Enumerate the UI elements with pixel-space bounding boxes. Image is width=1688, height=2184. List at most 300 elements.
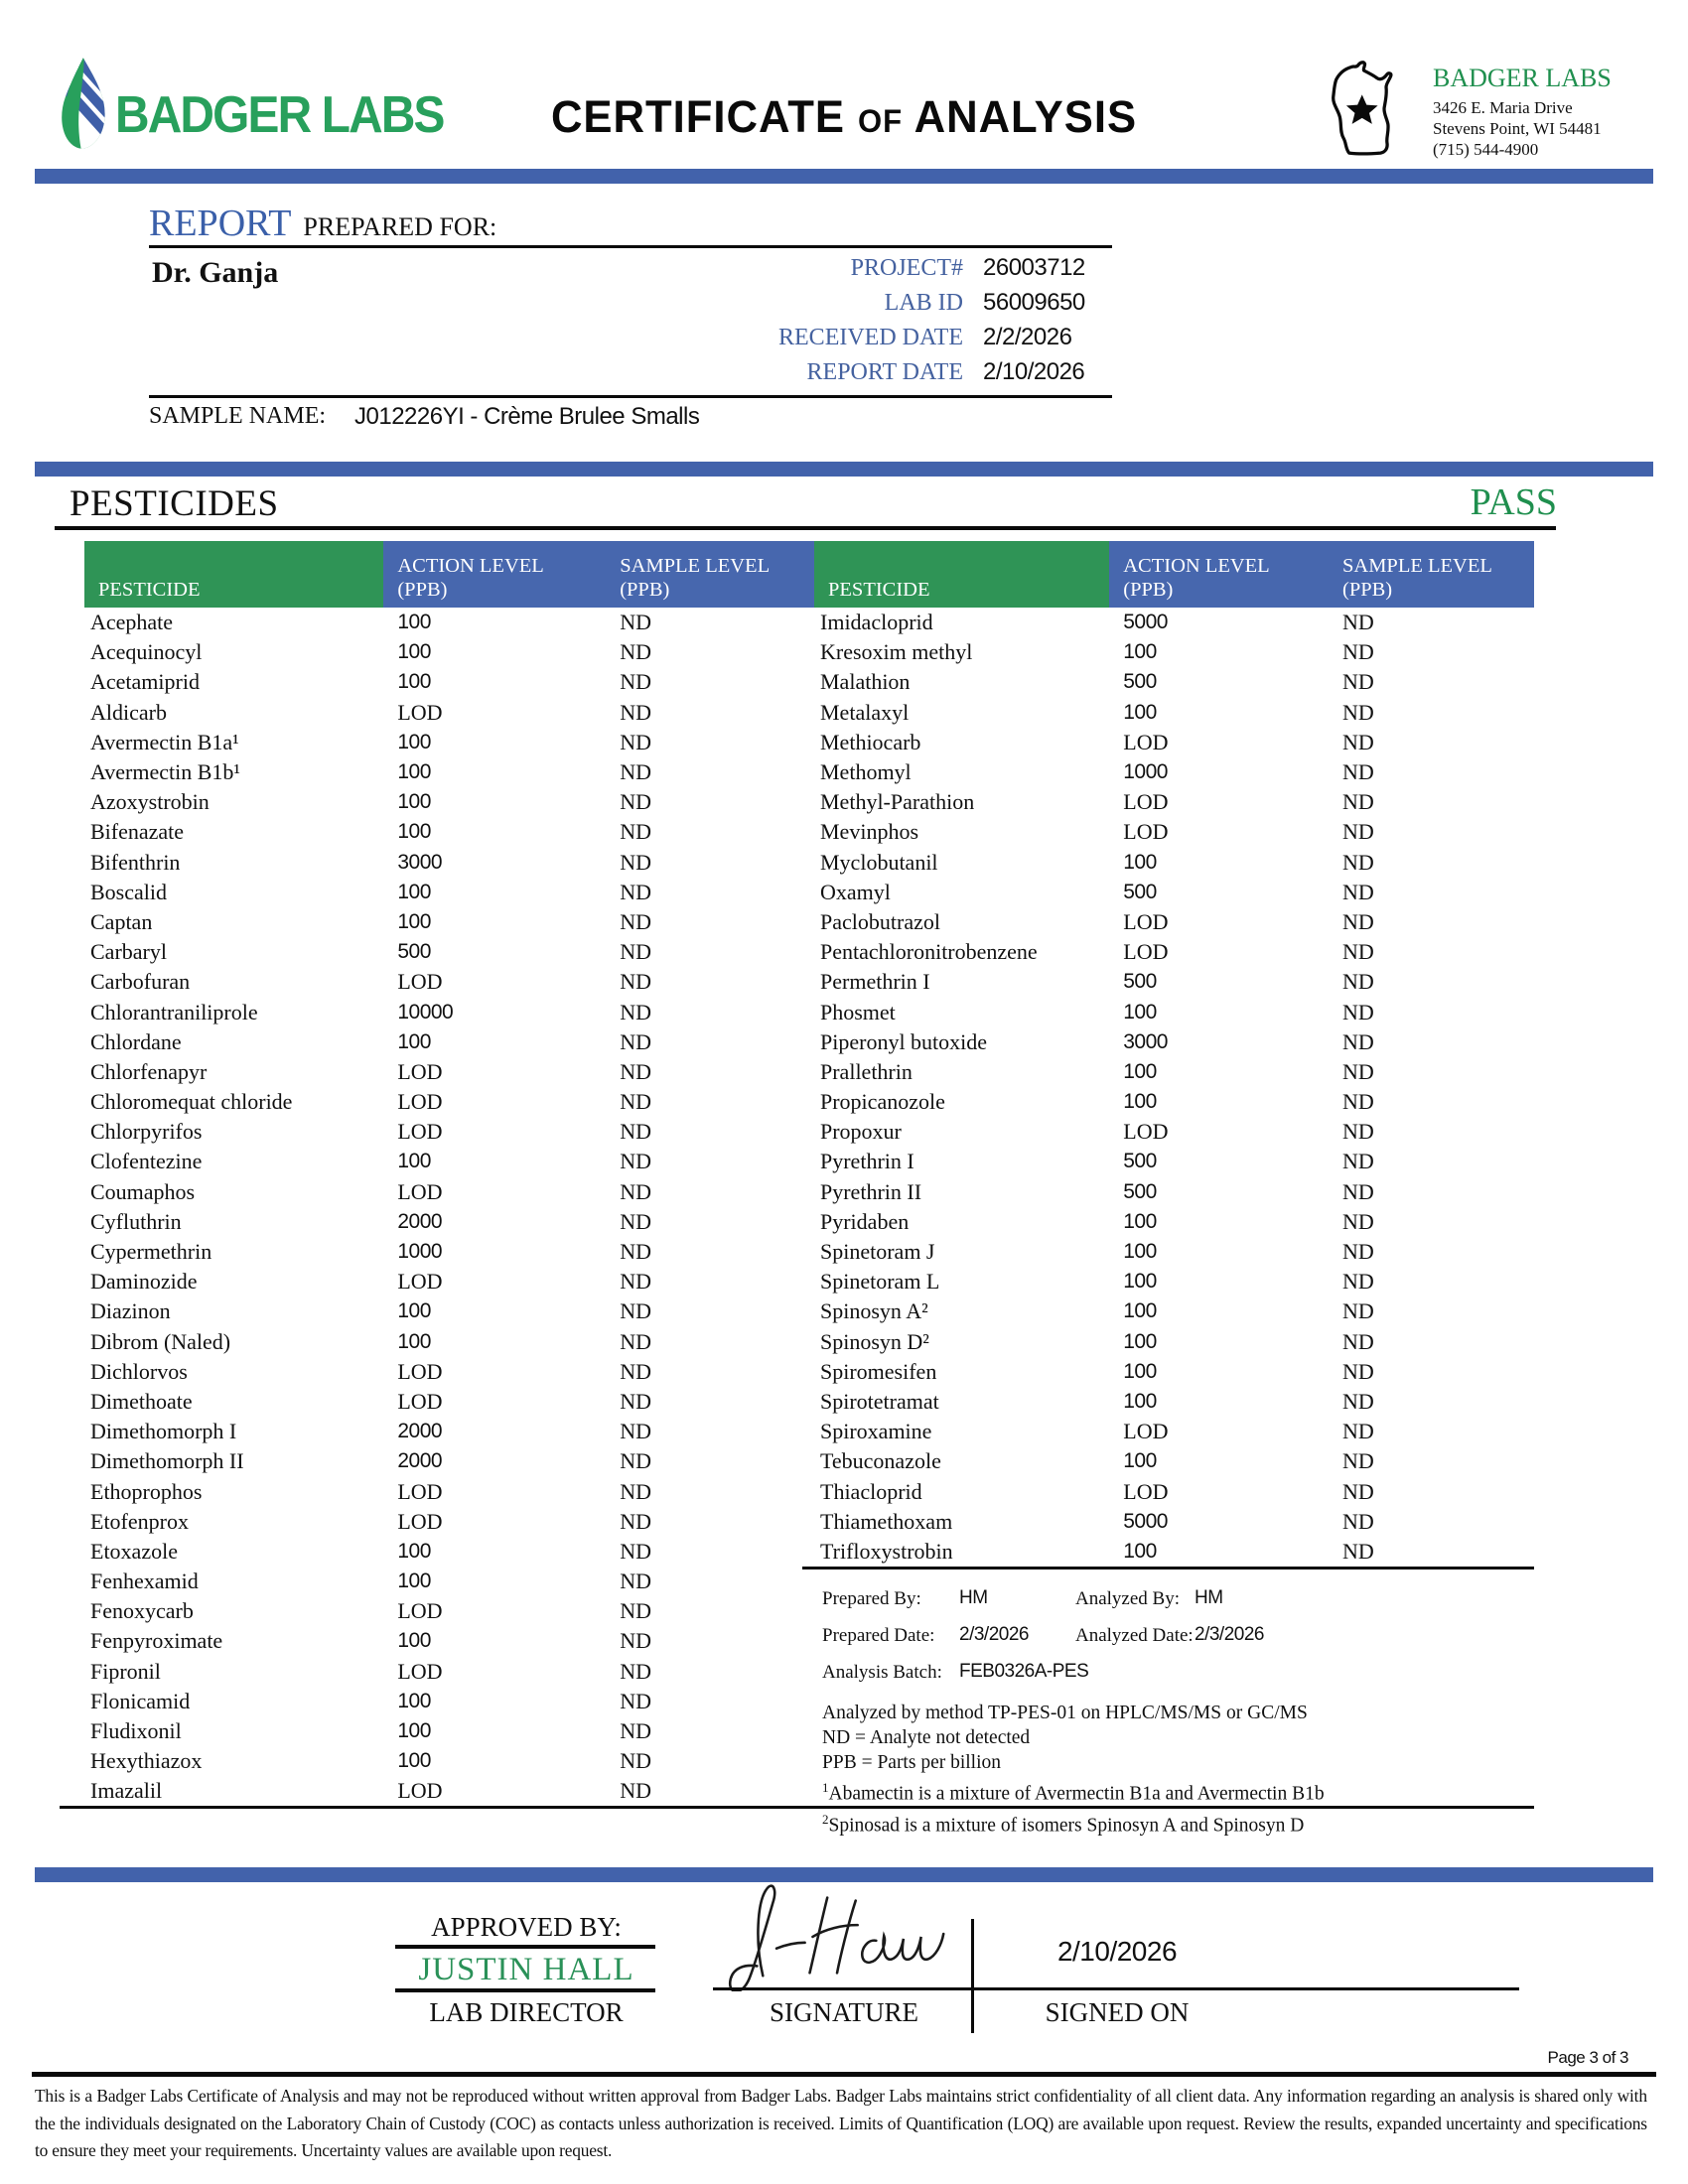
analyzed-by-value: HM	[1195, 1587, 1223, 1608]
pesticide-name: Imidacloprid	[820, 610, 933, 635]
sample-level-value: ND	[620, 1419, 651, 1444]
action-level-value: 100	[397, 790, 431, 814]
action-level-value: 100	[397, 1570, 431, 1593]
action-level-value: LOD	[1123, 908, 1169, 934]
pesticide-name: Spinetoram L	[820, 1269, 940, 1295]
prepared-analyzed-date-row	[822, 1617, 1534, 1654]
action-level-value: 100	[397, 760, 431, 784]
action-level-value: 100	[1123, 850, 1157, 874]
project-number-label: PROJECT#	[850, 255, 963, 281]
sample-level-value: ND	[620, 1569, 651, 1594]
table-row	[84, 1207, 814, 1237]
pesticide-name: Dimethomorph II	[90, 1448, 244, 1474]
sample-name-value: J012226YI - Crème Brulee Smalls	[354, 403, 700, 430]
sample-level-value: ND	[620, 789, 651, 815]
table-row	[84, 1147, 814, 1176]
approved-by-label: APPROVED BY:	[431, 1912, 622, 1942]
pesticide-name: Flonicamid	[90, 1688, 191, 1713]
pesticide-name: Carbaryl	[90, 939, 167, 965]
pesticide-name: Cypermethrin	[90, 1239, 212, 1265]
sample-level-value: ND	[620, 699, 651, 725]
sample-level-value: ND	[1342, 1058, 1374, 1084]
sample-level-value: ND	[620, 1298, 651, 1324]
sample-level-value: ND	[620, 1778, 651, 1804]
action-level-value: LOD	[397, 1658, 443, 1684]
table-row	[814, 817, 1534, 847]
sample-level-value: ND	[1342, 1028, 1374, 1054]
pesticide-name: Fipronil	[90, 1658, 161, 1684]
sample-level-value: ND	[1342, 1419, 1374, 1444]
pesticide-name: Spiromesifen	[820, 1358, 937, 1384]
column-header-action-level: ACTION LEVEL (PPB)	[383, 541, 610, 608]
sample-level-value: ND	[1342, 1178, 1374, 1204]
table-body-left	[84, 608, 814, 1807]
sample-level-value: ND	[1342, 1239, 1374, 1265]
section-divider-bar	[35, 462, 1653, 477]
sample-level-value: ND	[1342, 1478, 1374, 1504]
pesticide-name: Permethrin I	[820, 969, 930, 995]
pesticide-name: Chlordane	[90, 1028, 182, 1054]
table-row	[84, 698, 814, 728]
pesticide-name: Diazinon	[90, 1298, 171, 1324]
analyzed-date-label: Analyzed Date:	[1075, 1625, 1194, 1646]
action-level-value: LOD	[397, 1089, 443, 1115]
table-row	[84, 878, 814, 907]
table-row	[84, 1746, 814, 1776]
pesticide-name: Bifenazate	[90, 819, 185, 845]
pesticide-name: Chlorpyrifos	[90, 1119, 203, 1145]
right-table-bottom-rule	[802, 1567, 1534, 1570]
table-row	[84, 1267, 814, 1297]
table-row	[84, 1446, 814, 1476]
table-row	[814, 1507, 1534, 1537]
pesticide-name: Ethoprophos	[90, 1478, 203, 1504]
client-name: Dr. Ganja	[152, 256, 279, 289]
project-number-row	[536, 251, 1092, 286]
table-row	[84, 1237, 814, 1267]
column-header-pesticide: PESTICIDE	[814, 541, 1109, 608]
lab-address-line3: (715) 544-4900	[1433, 140, 1539, 159]
table-row	[814, 1387, 1534, 1417]
table-row	[84, 608, 814, 637]
pesticide-name: Fenpyroximate	[90, 1628, 223, 1654]
pesticide-name: Methiocarb	[820, 729, 921, 754]
header-divider-bar	[35, 169, 1653, 184]
pesticide-name: Oxamyl	[820, 879, 891, 904]
action-level-value: 100	[1123, 1359, 1157, 1383]
report-word: REPORT	[149, 203, 292, 244]
sample-level-value: ND	[1342, 1358, 1374, 1384]
sample-level-value: ND	[620, 969, 651, 995]
action-level-value: 100	[1123, 1209, 1157, 1233]
sample-level-value: ND	[620, 1269, 651, 1295]
pesticide-name: Mevinphos	[820, 819, 918, 845]
pesticide-name: Propoxur	[820, 1119, 902, 1145]
table-row	[814, 1117, 1534, 1147]
table-row	[814, 1357, 1534, 1387]
sample-level-value: ND	[1342, 849, 1374, 875]
analysis-notes	[822, 1580, 1534, 1838]
report-date-row	[536, 355, 1092, 390]
analyzed-by-label: Analyzed By:	[1075, 1588, 1181, 1609]
action-level-value: LOD	[397, 1778, 443, 1804]
pesticide-name: Spinosyn D²	[820, 1328, 929, 1354]
sample-level-value: ND	[620, 1478, 651, 1504]
action-level-value: 1000	[397, 1240, 443, 1264]
pesticide-name: Carbofuran	[90, 969, 191, 995]
pesticide-name: Captan	[90, 908, 153, 934]
pesticide-name: Coumaphos	[90, 1178, 196, 1204]
prepared-for-label: PREPARED FOR:	[303, 212, 497, 241]
pesticide-name: Dimethoate	[90, 1388, 193, 1414]
table-row	[814, 1297, 1534, 1326]
pesticide-name: Dimethomorph I	[90, 1419, 237, 1444]
sample-level-value: ND	[1342, 999, 1374, 1024]
action-level-value: 2000	[397, 1209, 443, 1233]
action-level-value: 100	[397, 611, 431, 634]
table-row	[84, 1567, 814, 1596]
sample-level-value: ND	[1342, 639, 1374, 665]
sample-level-value: ND	[1342, 1089, 1374, 1115]
signature-label: SIGNATURE	[769, 1997, 918, 2027]
action-level-value: 100	[1123, 1270, 1157, 1294]
table-row	[84, 1507, 814, 1537]
sample-level-value: ND	[1342, 1208, 1374, 1234]
table-row	[84, 848, 814, 878]
action-level-value: 100	[397, 1719, 431, 1743]
table-row	[84, 787, 814, 817]
method-note-line2: ND = Analyte not detected	[822, 1727, 1031, 1748]
pesticide-name: Cyfluthrin	[90, 1208, 182, 1234]
prepared-date-label: Prepared Date:	[822, 1625, 935, 1646]
pesticide-name: Acequinocyl	[90, 639, 203, 665]
table-row	[84, 1027, 814, 1057]
table-row	[814, 1446, 1534, 1476]
pesticide-name: Spirotetramat	[820, 1388, 939, 1414]
table-row	[814, 1417, 1534, 1446]
page-title	[430, 91, 1258, 143]
table-row	[84, 1177, 814, 1207]
sample-level-value: ND	[620, 819, 651, 845]
pesticide-name: Prallethrin	[820, 1058, 913, 1084]
pesticide-name: Chloromequat chloride	[90, 1089, 293, 1115]
sample-level-value: ND	[620, 908, 651, 934]
action-level-value: 100	[397, 1689, 431, 1712]
pesticide-name: Avermectin B1b¹	[90, 759, 240, 785]
pesticide-name: Pyrethrin II	[820, 1178, 922, 1204]
pesticide-name: Hexythiazox	[90, 1748, 203, 1774]
table-row	[84, 1417, 814, 1446]
action-level-value: LOD	[1123, 819, 1169, 845]
sample-level-value: ND	[620, 849, 651, 875]
analyzed-date-value: 2/3/2026	[1195, 1624, 1264, 1645]
signature-date-divider	[971, 1919, 974, 2033]
sample-level-value: ND	[620, 669, 651, 695]
action-level-value: 5000	[1123, 1509, 1168, 1533]
table-row	[814, 997, 1534, 1026]
report-date-value: 2/10/2026	[983, 358, 1085, 385]
sample-level-value: ND	[620, 1598, 651, 1624]
table-row	[814, 1267, 1534, 1297]
sample-level-value: ND	[1342, 939, 1374, 965]
table-row	[84, 1626, 814, 1656]
action-level-value: 2000	[397, 1420, 443, 1443]
action-level-value: LOD	[1123, 1478, 1169, 1504]
table-row	[814, 1087, 1534, 1117]
logo-wordmark: BADGER LABS	[115, 86, 444, 144]
pesticide-name: Daminozide	[90, 1269, 198, 1295]
pesticide-name: Acephate	[90, 610, 174, 635]
footnote-spinosad: $^2$Spinosad is a mixture of isomers Spinosyn A and Spinosyn D	[822, 1811, 1305, 1836]
sample-level-value: ND	[620, 1748, 651, 1774]
action-level-value: LOD	[397, 1598, 443, 1624]
action-level-value: 100	[1123, 1449, 1157, 1473]
sample-level-value: ND	[1342, 610, 1374, 635]
signature-icon	[710, 1874, 968, 1996]
action-level-value: 500	[1123, 880, 1157, 903]
table-row	[84, 728, 814, 757]
sample-level-value: ND	[620, 1658, 651, 1684]
action-level-value: 500	[1123, 670, 1157, 694]
sample-level-value: ND	[1342, 1328, 1374, 1354]
sample-level-value: ND	[1342, 1298, 1374, 1324]
table-row	[84, 1087, 814, 1117]
sample-level-value: ND	[620, 639, 651, 665]
sample-level-value: ND	[620, 1448, 651, 1474]
pesticide-name: Dichlorvos	[90, 1358, 188, 1384]
prepared-date-value: 2/3/2026	[959, 1624, 1029, 1645]
action-level-value: 100	[397, 1299, 431, 1323]
table-row	[814, 1147, 1534, 1176]
action-level-value: 3000	[397, 850, 443, 874]
pesticide-name: Etofenprox	[90, 1508, 189, 1534]
action-level-value: 100	[1123, 1299, 1157, 1323]
wisconsin-state-icon	[1321, 58, 1424, 174]
sample-level-value: ND	[620, 759, 651, 785]
pesticide-name: Fenoxycarb	[90, 1598, 194, 1624]
table-row	[84, 667, 814, 697]
sample-name-label: SAMPLE NAME:	[149, 403, 327, 429]
method-note-line3: PPB = Parts per billion	[822, 1752, 1002, 1773]
table-header-left	[84, 541, 814, 608]
sample-level-value: ND	[1342, 729, 1374, 754]
table-row	[84, 1687, 814, 1716]
table-row	[84, 1387, 814, 1417]
pesticides-table-left	[84, 541, 814, 1807]
action-level-value: 100	[397, 880, 431, 903]
action-level-value: 100	[397, 640, 431, 664]
sample-level-value: ND	[1342, 1538, 1374, 1564]
action-level-value: LOD	[397, 1388, 443, 1414]
pesticide-name: Myclobutanil	[820, 849, 938, 875]
action-level-value: 100	[397, 1749, 431, 1773]
pesticide-name: Imazalil	[90, 1778, 163, 1804]
table-row	[84, 1716, 814, 1746]
table-row	[84, 1297, 814, 1326]
lab-id-row	[536, 286, 1092, 321]
sample-level-value: ND	[620, 879, 651, 904]
sample-level-value: ND	[1342, 819, 1374, 845]
pesticide-name: Phosmet	[820, 999, 896, 1024]
sample-level-value: ND	[620, 1119, 651, 1145]
project-number-value: 26003712	[983, 254, 1085, 281]
lab-address-line1: 3426 E. Maria Drive	[1433, 98, 1573, 117]
sample-level-value: ND	[1342, 969, 1374, 995]
sample-level-value: ND	[1342, 879, 1374, 904]
action-level-value: 100	[397, 670, 431, 694]
action-level-value: 100	[397, 730, 431, 753]
action-level-value: 100	[1123, 1539, 1157, 1563]
analysis-batch-value: FEB0326A-PES	[959, 1661, 1089, 1682]
sample-level-value: ND	[620, 1358, 651, 1384]
received-date-label: RECEIVED DATE	[778, 325, 963, 350]
pesticide-name: Pyrethrin I	[820, 1149, 914, 1174]
sample-level-value: ND	[620, 1628, 651, 1654]
pesticide-name: Etoxazole	[90, 1538, 178, 1564]
sample-level-value: ND	[1342, 1269, 1374, 1295]
received-date-value: 2/2/2026	[983, 324, 1072, 350]
analysis-batch-label: Analysis Batch:	[822, 1662, 942, 1683]
sample-level-value: ND	[620, 1388, 651, 1414]
pesticide-name: Methyl-Parathion	[820, 789, 975, 815]
pesticide-name: Metalaxyl	[820, 699, 910, 725]
action-level-value: LOD	[1123, 789, 1169, 815]
table-row	[84, 1476, 814, 1506]
action-level-value: LOD	[397, 1178, 443, 1204]
table-row	[84, 637, 814, 667]
action-level-value: 100	[397, 1029, 431, 1053]
action-level-value: LOD	[397, 1478, 443, 1504]
sample-level-value: ND	[620, 1239, 651, 1265]
lab-id-label: LAB ID	[884, 290, 963, 316]
sample-level-value: ND	[620, 1538, 651, 1564]
action-level-value: 100	[1123, 1240, 1157, 1264]
pesticide-name: Spiroxamine	[820, 1419, 932, 1444]
table-row	[814, 937, 1534, 967]
table-body-right	[814, 608, 1534, 1567]
table-row	[84, 1357, 814, 1387]
pesticide-name: Fenhexamid	[90, 1569, 199, 1594]
badger-labs-leaf-logo-icon	[55, 56, 108, 160]
prepared-analyzed-by-row	[822, 1580, 1534, 1617]
sample-level-value: ND	[1342, 908, 1374, 934]
sample-level-value: ND	[620, 1089, 651, 1115]
pesticide-name: Thiacloprid	[820, 1478, 922, 1504]
action-level-value: 100	[1123, 700, 1157, 724]
pesticide-name: Tebuconazole	[820, 1448, 941, 1474]
pesticide-name: Malathion	[820, 669, 911, 695]
pesticide-name: Aldicarb	[90, 699, 167, 725]
table-row	[84, 937, 814, 967]
pesticide-name: Methomyl	[820, 759, 912, 785]
pesticide-name: Paclobutrazol	[820, 908, 940, 934]
method-notes	[822, 1701, 1534, 1838]
action-level-value: 100	[397, 1329, 431, 1353]
table-header-right	[814, 541, 1534, 608]
table-row	[814, 1476, 1534, 1506]
pass-status-badge: PASS	[1470, 481, 1557, 523]
action-level-value: LOD	[1123, 1419, 1169, 1444]
table-row	[84, 907, 814, 937]
pesticide-name: Chlorantraniliprole	[90, 999, 258, 1024]
action-level-value: LOD	[397, 699, 443, 725]
sample-level-value: ND	[1342, 1388, 1374, 1414]
action-level-value: 100	[1123, 1389, 1157, 1413]
sample-level-value: ND	[620, 1688, 651, 1713]
sample-level-value: ND	[1342, 1149, 1374, 1174]
title-part-of: OF	[858, 103, 904, 139]
report-date-label: REPORT DATE	[806, 359, 963, 385]
action-level-value: 100	[1123, 1000, 1157, 1024]
pesticide-name: Avermectin B1a¹	[90, 729, 239, 754]
table-row	[814, 907, 1534, 937]
signed-on-date: 2/10/2026	[1056, 1936, 1178, 1967]
approver-title: LAB DIRECTOR	[429, 1997, 624, 2027]
pesticide-name: Trifloxystrobin	[820, 1538, 953, 1564]
table-row	[84, 1596, 814, 1626]
action-level-value: LOD	[397, 1119, 443, 1145]
sample-level-value: ND	[620, 610, 651, 635]
table-row	[814, 1027, 1534, 1057]
pesticide-name: Dibrom (Naled)	[90, 1328, 231, 1354]
title-part-certificate: CERTIFICATE	[550, 91, 845, 142]
pesticide-name: Boscalid	[90, 879, 167, 904]
pesticide-name: Acetamiprid	[90, 669, 200, 695]
table-row	[84, 1776, 814, 1806]
sample-level-value: ND	[1342, 759, 1374, 785]
action-level-value: LOD	[397, 1269, 443, 1295]
lab-name: BADGER LABS	[1433, 64, 1612, 92]
table-row	[84, 757, 814, 787]
signed-on-label: SIGNED ON	[1045, 1997, 1190, 2027]
sample-level-value: ND	[1342, 1448, 1374, 1474]
table-row	[814, 1327, 1534, 1357]
action-level-value: LOD	[397, 1358, 443, 1384]
footer-rule	[32, 2072, 1656, 2077]
prepared-by-label: Prepared By:	[822, 1588, 921, 1609]
action-level-value: 500	[1123, 1179, 1157, 1203]
footnote-abamectin: $^1$Abamectin is a mixture of Avermectin B1a and Avermectin B1b	[822, 1780, 1325, 1805]
table-row	[814, 728, 1534, 757]
table-row	[814, 848, 1534, 878]
table-row	[814, 878, 1534, 907]
sample-level-value: ND	[620, 1718, 651, 1744]
action-level-value: LOD	[397, 969, 443, 995]
table-row	[84, 817, 814, 847]
report-rule-top	[149, 245, 1112, 248]
action-level-value: LOD	[397, 1058, 443, 1084]
sample-level-value: ND	[1342, 1119, 1374, 1145]
sample-level-value: ND	[1342, 669, 1374, 695]
pesticide-name: Bifenthrin	[90, 849, 181, 875]
sample-level-value: ND	[1342, 789, 1374, 815]
approver-name: JUSTIN HALL	[418, 1952, 634, 1987]
table-row	[84, 967, 814, 997]
action-level-value: 500	[1123, 970, 1157, 994]
pesticide-name: Pyridaben	[820, 1208, 910, 1234]
action-level-value: 10000	[397, 1000, 454, 1024]
sample-level-value: ND	[620, 1508, 651, 1534]
table-row	[814, 1537, 1534, 1567]
sample-level-value: ND	[620, 1149, 651, 1174]
lab-address-block	[1433, 66, 1612, 160]
table-row	[814, 1177, 1534, 1207]
sample-level-value: ND	[620, 729, 651, 754]
table-row	[84, 1057, 814, 1087]
approved-by-rule	[395, 1945, 655, 1949]
signature-rule	[713, 1987, 1519, 1990]
column-header-action-level: ACTION LEVEL (PPB)	[1109, 541, 1333, 608]
